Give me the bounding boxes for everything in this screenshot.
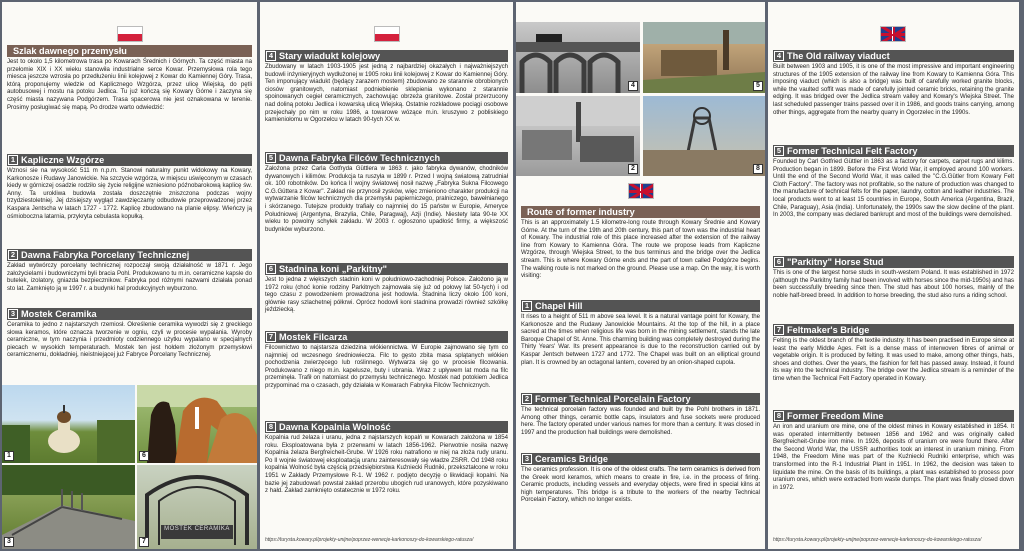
section-text: Built between 1903 and 1905, it is one of the most impressive and important engineering structures of the 1905 extension of the railway line from Kowary to Kamienna Góra. This imposing viaduct (which is also a bridge) was built of carefully worked granite blocks, while the vaulted soffit was made of carefully jointed ceramic bricks, retaining the granite edging. It was bridged over the Jedlica stream valley and Kowary's Wiejska Street. The last scheduled passenger trains passed over it in 1986, and goods trains carrying, among other things, aggregate from the nearby quarry in Ogorzelec in the 1990s.	[773, 63, 1014, 116]
section-1-pl	[7, 154, 252, 220]
section-text: Kopalnia rud żelaza i uranu, jedna z najstarszych kopalń w Kowarach założona w 1854 roku. Eksploatowana była z przerwami w latach 1856-1962. Pierwotnie nosiła nazwę Kopalnia żelaza Bergfreicheit-Grube. W 1926 roku natrafiono w niej na złoża rudy uranu. Po II wojnie światowej eksploatacją uranu zainteresowały się władze ZSRR. Od 1948 roku kopalnia Wolność była częścią przedsiębiorstwa Kuźniecki Rudniki, przekształcone w roku 1951 w Zakłady Przemysłowe R-1. W 1962 r. podjęto decyzję o likwidacji kopalni. Na bazie jej zabudowań powstał zakład przerobu ubogich rud uranowych, które pozyskiwano z hałd. Zakład zamknięto ostatecznie w 1972 roku.	[265, 434, 508, 495]
section-title: Former Technical Felt Factory	[787, 146, 918, 156]
intro-section-pl	[7, 45, 252, 111]
section-title: Stary wiadukt kolejowy	[279, 51, 381, 61]
section-number: 6	[774, 257, 784, 267]
section-5-pl	[265, 152, 508, 233]
factory-illustration	[643, 22, 765, 93]
section-number: 2	[522, 394, 532, 404]
section-title: Kapliczne Wzgórze	[21, 155, 105, 165]
section-8-pl	[265, 421, 508, 495]
section-text: Założona przez Carla Gotfryda Güttlera w 1863 r. jako fabryka dywanów, chodników dywanowych i kilimów. Produkcja ta ruszyła w 1899 r. Przed I wojną światową zatrudniał ok. 100 robotników. Do końca II wojny światowej nosił nazwę „Fabryka Sukna Filcowego C.G.Güttera z Kowar". Zakład nie przynosił zysków, więc zmieniono charakter produkcji na wytwarzanie filców technicznych dla przemysłu papierniczego, pralniczego, bawełnianego i skórzanego. Tutejsze produkty trafiały co najmniej do 15 państw w Europie, Ameryce Południowej (Argentyna, Brazylia, Chile, Paragwaj), Azji (Indie). Niestety lata 90-te XX wieku to powolny schyłek zakładu. W 2003 r. ogłoszono upadłość firmy, a większość budynków wyburzono.	[265, 165, 508, 233]
ceramics-bridge-photo	[2, 465, 135, 549]
mine-historic-photo	[643, 96, 765, 176]
section-header	[773, 410, 1014, 422]
section-2-pl	[7, 249, 252, 292]
section-header	[265, 331, 508, 343]
intro-text-en: This is an approximately 1.5 kilometre-long route through Kowary Średnie and Kowary Górne. At the turn of the 19th and 20th century, this part of town was the industrial heart of Kowary. The industrial role of this place increased after the extension of the railway line from Kowary to Kamienna Góra. The route we propose leads from Kapliczne Wzgórze, through Wiejska Street, to the bus terminus and the bridge over the Jedlica stream. This is where Kowary Górne ends and the part of town called Podgórze begins. The walking route is not marked on the ground. Please use a map. On the way, it is worth visiting:	[521, 219, 760, 280]
felt-factory-historic-photo	[643, 22, 765, 93]
section-header	[7, 308, 252, 320]
section-title: Chapel Hill	[535, 301, 583, 311]
polish-flag-icon	[117, 26, 143, 42]
panel-polish-left	[2, 2, 257, 549]
section-text: The technical porcelain factory was founded and built by the Pohl brothers in 1871. Among other things, ceramic bottle caps, insulators and fuse sockets were produced here. The factory operated under various names for more than a century. It was closed in 1997 and the production hall buildings were demolished.	[521, 406, 760, 436]
porcelain-factory-illustration	[516, 96, 640, 176]
section-4-pl	[265, 50, 508, 124]
photo-tag: 7	[139, 537, 149, 547]
section-header	[773, 256, 1014, 268]
mine-illustration	[643, 96, 765, 176]
section-text: It rises to a height of 511 m above sea level. It is a natural vantage point for Kowary, the Karkonosze and the Rudawy Janowickie Mountains. At the top of the hill, in a place sacred at the times when religious life was born in the mining settlement, stands the late Baroque Chapel of St. Anne. This charming building was completely destroyed during the Thirty Years' War. Its present appearance is due to the reconstruction carried out by Kaspar Jentsch between 1727 and 1772. The Chapel was built on an elliptical ground plan. It is crowned by an octagonal lantern, covered by an onion-shaped cupola.	[521, 313, 760, 366]
section-title: Feltmaker's Bridge	[787, 325, 870, 335]
section-text: Ceramika to jedno z najstarszych rzemiosł. Określenie ceramika wywodzi się z greckiego słowa keramos, które oznacza tworzenie w ogniu, czyli w procesie wypalania. Wyroby ceramiczne, w tym naczynia i przedmioty codziennego użytku wypalano w specjalnych piecach w wysokich temperaturach. Mostek ten jest hołdem złożonym przemysłowi ceramicznemu, dokładniej, nieistniejącej już Fabryce Porcelany Technicznej.	[7, 321, 252, 359]
intro-title-pl: Szlak dawnego przemysłu	[13, 46, 127, 56]
section-text: Jest to jedna z większych stadnin koni w południowo-zachodniej Polsce. Założono ją w 1972 roku (choć konie rodziny Parkitnych zajmowała się już od połowy lat 50-tych) i od tego czasu z powodzeniem prowadzona jest hodowla. Stadnina liczy około 100 koni, głównie rasy szlachetnej półkrwi. Oprócz hodowli koni stadnina prowadzi również szkółkę jeździecką.	[265, 276, 508, 314]
feltmaker-bridge-photo	[137, 465, 257, 549]
section-text: Felting is the oldest branch of the textile industry. It has been practised in Europe since at least the early Middle Ages. Felt is a dense mass of interwoven fibres of animal or vegetable origin. It is produced by felting. It was used to make, among other things, hats, shoes and clothes. Over the years, the fashion for felt has passed away. Instead, it found its way into the technical industry. The bridge over the Jedlica stream is a reminder of the time when the Technical Felt Factory operated in Kowary.	[773, 337, 1014, 382]
section-text: An iron and uranium ore mine, one of the oldest mines in Kowary established in 1854. It was operated intermittently between 1856 and 1962 and was originally called Bergfreicheit-Grube iron mine. In 1926, deposits of uranium ore were found there. After the Second World War, the USSR authorities took an interest in uranium mining. From 1948, the Freedom Mine was part of the Kuźniecki Rudniki enterprise, which was transformed into the R-1 Industrial Plant in 1951. In 1962, the decision was taken to liquidate the mine. On the basis of its buildings, a plant was established to process poor uranium ores, which were extracted from waste dumps. The plant was finally closed down in 1972.	[773, 423, 1014, 491]
section-number: 5	[266, 153, 276, 163]
section-number: 7	[266, 332, 276, 342]
section-title: Dawna Fabryka Filców Technicznych	[279, 153, 441, 163]
bridge-illustration	[2, 465, 135, 549]
section-number: 4	[266, 51, 276, 61]
panel-polish-right	[260, 2, 513, 549]
section-title: Former Technical Porcelain Factory	[535, 394, 691, 404]
section-number: 1	[522, 301, 532, 311]
intro-header-en	[521, 206, 760, 218]
section-title: Former Freedom Mine	[787, 411, 884, 421]
section-2-en	[521, 393, 760, 436]
photo-tag: 3	[4, 537, 14, 547]
viaduct-historic-photo	[516, 22, 640, 93]
section-text: Founded by Carl Gotfried Güttler in 1863 as a factory for carpets, carpet rugs and kilims. Production began in 1899. Before the First World War, it employed around 100 workers. Until the end of the Second World War, it was called the "C.G.Gütler from Kowary Felt Cloth Factory". The factory was not profitable, so the nature of production was changed to the manufacture of technical felts for the paper, laundry, cotton and leather industries. The local products went to at least 15 countries in Europe, South America (Argentina, Brazil, Chile, Paraguay), Asia (India). Unfortunately, the 1990s saw the slow decline of the plant. In 2003, the company was declared bankrupt and most of the buildings were demolished.	[773, 158, 1014, 219]
bridge-sign-text: MOSTEK CERAMIKA	[164, 526, 230, 532]
section-title: The Old railway viaduct	[787, 51, 890, 61]
section-text: Zakład wytwórczy porcelany technicznej rozpoczął swoją działalność w 1871 r. Jego założycielami i budowniczymi byli bracia Pohl. Produkowano tu m.in. ceramiczne kapsle do butelek, izolatory, gniazda bezpiecznikow. Fabryka pod różnymi nazwami działała ponad sto lat. Zamknięto ją w 1997 r. a budynki hal produkcyjnych wyburzono.	[7, 262, 252, 292]
section-header	[265, 421, 508, 433]
section-number: 3	[8, 309, 18, 319]
section-number: 2	[8, 250, 18, 260]
photo-tag: 6	[139, 451, 149, 461]
horses-illustration	[137, 385, 257, 463]
brochure-board	[2, 2, 1022, 549]
section-header	[7, 249, 252, 261]
section-header	[521, 300, 760, 312]
section-text: Wznosi sie na wysokość 511 m n.p.m. Stanowi naturalny punkt widokowy na Kowary, Karkonosze i Rudawy Janowickie. Na szczycie wzgórza, w miejscu uświęconym w czasach kiedy w górniczej osadzie rodziło się życie religijne wzniesiono późnobarokową kaplicę św. Anny. Ta urokliwa budowla została doszczętnie zniszczona podczas wojny trzydziestoletniej. Jej dzisiejszy wygląd zawdzięczamy odbudowie przeprowadzonej przez Kaspara Jentscha w latach 1727 - 1772. Kaplicę zbudowano na planie elipsy. Wieńczy ją ośmioboczna latarnia, przykryta cebulasta kopułką.	[7, 167, 252, 220]
photo-tag: 5	[753, 81, 763, 91]
photo-tag: 4	[628, 81, 638, 91]
section-text: The ceramics profession. It is one of the oldest crafts. The term ceramics is derived from the Greek word keramos, which means to create in fire, i.e. in the process of firing. Ceramic products, including vessels and everyday objects, were fired in special kilns at high temperatures. This bridge is a tribute to the workers of the nearby Technical Porcelain Factory, which no longer exists.	[521, 466, 760, 504]
section-header	[521, 393, 760, 405]
section-number: 7	[774, 325, 784, 335]
polish-flag-icon	[374, 26, 400, 42]
section-number: 3	[522, 454, 532, 464]
photo-tag: 2	[628, 164, 638, 174]
section-header	[773, 324, 1014, 336]
section-3-en	[521, 453, 760, 504]
section-number: 4	[774, 51, 784, 61]
section-header	[265, 50, 508, 62]
section-title: Mostek Filcarza	[279, 332, 348, 342]
panel-english-right	[768, 2, 1019, 549]
intro-title-en: Route of former industry	[527, 207, 635, 217]
panel-english-left	[516, 2, 765, 549]
section-number: 1	[8, 155, 18, 165]
section-number: 8	[266, 422, 276, 432]
section-7-en	[773, 324, 1014, 383]
section-text: Zbudowany w latach 1903-1905 jest jedną z najbardziej okazałych i najważniejszych budowli inżynieryjnych wydłużonej w 1905 roku linii kolejowej z Kowar do Kamiennej Góry. Ten imponujący wiadukt (będący zarazem mostem) zbudowano ze starannie obrobionych ciosów granitowych, natomiast podniebienie sklepienia wykonano z starannie spoinowanych cegieł ceramicznych, zachowując obrzeża granitowe. Został przerzucony nad doliną potoku Jedlica i kowarską ulicą Wiejską. Ostatnie rozkładowe pociągi osobowe przejechały po nim w roku 1986, a towarowe wózące m.in. kruszywo z pobliskiego kamieniołomu w Ogorzelcu w latach 90-tych XX w.	[265, 63, 508, 124]
section-number: 8	[774, 411, 784, 421]
intro-section-en	[521, 206, 760, 280]
section-text: This is one of the largest horse studs in south-western Poland. It was established in 1972 (although the Parkitny family had been involved with horses since the mid-1950s) and has been successfully breeding since then. The stud has about 100 horses, mainly of the noble half-breed breed. In addition to horse breeding, the stud also runs a riding school.	[773, 269, 1014, 299]
source-url: https://turysta.kowary.pl/projekty-unijne/poprzez-wenecje-karkonoszy-do-kowarskiego-ratusza/	[773, 537, 982, 543]
section-6-pl	[265, 263, 508, 314]
section-title: "Parkitny" Horse Stud	[787, 257, 884, 267]
section-number: 6	[266, 264, 276, 274]
section-6-en	[773, 256, 1014, 299]
section-5-en	[773, 145, 1014, 219]
section-number: 5	[774, 146, 784, 156]
section-title: Ceramics Bridge	[535, 454, 609, 464]
section-header	[265, 263, 508, 275]
chapel-photo	[2, 385, 135, 463]
section-7-pl	[265, 331, 508, 390]
source-url: https://turysta.kowary.pl/projekty-unijne/poprzez-wenecje-karkonoszy-do-kowarskiego-ratusza/	[265, 537, 474, 543]
photo-tag: 1	[4, 451, 14, 461]
section-8-en	[773, 410, 1014, 491]
chapel-illustration	[2, 385, 135, 463]
section-header	[773, 145, 1014, 157]
section-header	[521, 453, 760, 465]
section-header	[7, 154, 252, 166]
section-title: Mostek Ceramika	[21, 309, 97, 319]
section-title: Dawna Kopalnia Wolność	[279, 422, 391, 432]
intro-text-pl: Jest to około 1,5 kilometrowa trasa po Kowarach Średnich i Górnych. Ta część miasta na przełomie XIX i XX wieku stanowiła industrialne serce Kowar. Przemysłowa rola tego miesca jeszcze wzrosła po przedłużeniu linii kolejowej z Kowar do Kamiennej Góry. Trasa, którą proponujemy wiedzie od Kaplicznego Wzgórza, przez ulicę Wiejską, do pętli autobusowej i mostu na potoku Jedlica. Tu już kończą się Kowary Górne i zaczyna się część miasta nazywana Podgórzem. Trasa spacerowa nie jest oznakowana w terenie. Prosimy posługiwać się mapą. Po drodze warto odwiedzić:	[7, 58, 252, 111]
section-4-en	[773, 50, 1014, 116]
photo-tag: 8	[753, 164, 763, 174]
gate-illustration	[137, 465, 257, 549]
porcelain-factory-historic-photo	[516, 96, 640, 176]
section-title: Stadnina koni „Parkitny"	[279, 264, 387, 274]
section-text: Filcownictwo to najstarsza dziedzina włókiennictwa. W Europie zajmowano się tym co najmniej od wczesnego średniowiecza. Filc to gęsto zbita masa splątanych włókien pochodzenia zwierzęcego lub roślinnego. Wytwarza się go w procesie filcowania. Produkowano z niego m.in. kapelusze, buty i ubrania. Wraz z upływem lat moda na filc przeminęła. Trafił on natomiast do przemysłu technicznego. Mostek nad potokiem Jedlica przypominać ma o czasach, gdy działała w Kowarach Fabryka Filców Technicznych.	[265, 344, 508, 389]
section-title: Dawna Fabryka Porcelany Technicznej	[21, 250, 190, 260]
uk-flag-icon	[628, 183, 654, 199]
intro-header-pl	[7, 45, 252, 57]
horses-photo	[137, 385, 257, 463]
section-3-pl	[7, 308, 252, 359]
viaduct-illustration	[516, 22, 640, 93]
section-1-en	[521, 300, 760, 366]
uk-flag-icon	[880, 26, 906, 42]
section-header	[265, 152, 508, 164]
section-header	[773, 50, 1014, 62]
